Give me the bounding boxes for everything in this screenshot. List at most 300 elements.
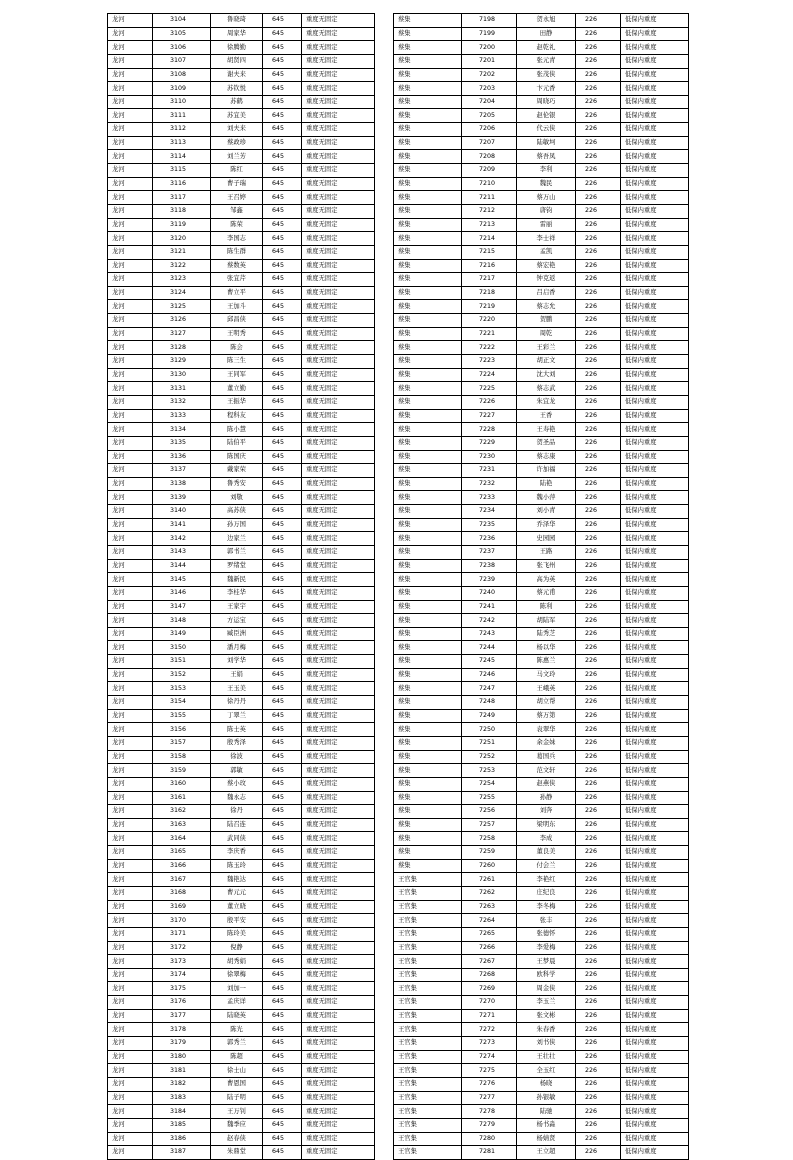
- id-cell: 7257: [462, 818, 517, 832]
- table-row: [394, 859, 689, 873]
- amount-cell: 645: [263, 395, 302, 409]
- name-cell: 李玉兰: [517, 996, 576, 1010]
- amount-cell: 226: [576, 259, 621, 273]
- name-cell: 唐钧: [517, 204, 576, 218]
- table-row: [394, 927, 689, 941]
- name-cell: 殷平安: [211, 914, 263, 928]
- amount-cell: 645: [263, 423, 302, 437]
- amount-cell: 226: [576, 586, 621, 600]
- table-row: [394, 764, 689, 778]
- amount-cell: 645: [263, 955, 302, 969]
- type-cell: 重度无固定: [302, 177, 375, 191]
- id-cell: 7228: [462, 423, 517, 437]
- name-cell: 陆敏坷: [517, 136, 576, 150]
- amount-cell: 645: [263, 1118, 302, 1132]
- amount-cell: 226: [576, 941, 621, 955]
- id-cell: 3159: [153, 764, 211, 778]
- type-cell: 重度无固定: [302, 682, 375, 696]
- town-cell: 龙河: [108, 259, 153, 273]
- type-cell: 重度无固定: [302, 600, 375, 614]
- type-cell: 低保内重度: [621, 900, 689, 914]
- id-cell: 3184: [153, 1105, 211, 1119]
- town-cell: 蔡集: [394, 164, 462, 178]
- id-cell: 7215: [462, 245, 517, 259]
- town-cell: 蔡集: [394, 27, 462, 41]
- amount-cell: 645: [263, 68, 302, 82]
- table-row: [108, 600, 375, 614]
- type-cell: 重度无固定: [302, 846, 375, 860]
- name-cell: 郭书兰: [211, 545, 263, 559]
- table-row: [394, 655, 689, 669]
- type-cell: 低保内重度: [621, 327, 689, 341]
- name-cell: 卞元香: [517, 82, 576, 96]
- id-cell: 3162: [153, 805, 211, 819]
- type-cell: 低保内重度: [621, 1037, 689, 1051]
- id-cell: 7216: [462, 259, 517, 273]
- town-cell: 王官集: [394, 1023, 462, 1037]
- amount-cell: 226: [576, 95, 621, 109]
- table-row: [394, 259, 689, 273]
- table-row: [108, 54, 375, 68]
- town-cell: 龙河: [108, 314, 153, 328]
- type-cell: 重度无固定: [302, 409, 375, 423]
- amount-cell: 226: [576, 477, 621, 491]
- id-cell: 3152: [153, 668, 211, 682]
- id-cell: 3180: [153, 1050, 211, 1064]
- type-cell: 重度无固定: [302, 68, 375, 82]
- name-cell: 马文玲: [517, 668, 576, 682]
- name-cell: 蔡志允: [517, 300, 576, 314]
- type-cell: 重度无固定: [302, 286, 375, 300]
- id-cell: 7252: [462, 750, 517, 764]
- table-row: [394, 518, 689, 532]
- name-cell: 周乾: [517, 327, 576, 341]
- amount-cell: 226: [576, 286, 621, 300]
- town-cell: 龙河: [108, 177, 153, 191]
- table-row: [394, 1037, 689, 1051]
- name-cell: 范文轩: [517, 764, 576, 778]
- table-row: [108, 614, 375, 628]
- type-cell: 重度无固定: [302, 668, 375, 682]
- amount-cell: 226: [576, 41, 621, 55]
- id-cell: 3179: [153, 1037, 211, 1051]
- amount-cell: 645: [263, 545, 302, 559]
- id-cell: 7279: [462, 1118, 517, 1132]
- town-cell: 龙河: [108, 941, 153, 955]
- table-row: [394, 545, 689, 559]
- amount-cell: 226: [576, 764, 621, 778]
- type-cell: 低保内重度: [621, 491, 689, 505]
- type-cell: 重度无固定: [302, 1118, 375, 1132]
- town-cell: 王官集: [394, 1091, 462, 1105]
- town-cell: 龙河: [108, 382, 153, 396]
- town-cell: 蔡集: [394, 300, 462, 314]
- id-cell: 3170: [153, 914, 211, 928]
- town-cell: 蔡集: [394, 545, 462, 559]
- type-cell: 重度无固定: [302, 218, 375, 232]
- amount-cell: 645: [263, 532, 302, 546]
- name-cell: 魏新民: [211, 573, 263, 587]
- name-cell: 邹鑫: [211, 204, 263, 218]
- type-cell: 低保内重度: [621, 177, 689, 191]
- table-row: [394, 955, 689, 969]
- name-cell: 陆伯平: [211, 436, 263, 450]
- table-row: [394, 368, 689, 382]
- table-row: [108, 327, 375, 341]
- name-cell: 贺圣品: [517, 436, 576, 450]
- id-cell: 3153: [153, 682, 211, 696]
- amount-cell: 645: [263, 887, 302, 901]
- name-cell: 王路: [517, 545, 576, 559]
- table-row: [108, 109, 375, 123]
- name-cell: 陈士英: [211, 723, 263, 737]
- amount-cell: 645: [263, 586, 302, 600]
- type-cell: 低保内重度: [621, 450, 689, 464]
- id-cell: 3145: [153, 573, 211, 587]
- id-cell: 3126: [153, 314, 211, 328]
- id-cell: 3160: [153, 777, 211, 791]
- town-cell: 龙河: [108, 655, 153, 669]
- name-cell: 邱昌侠: [211, 314, 263, 328]
- amount-cell: 226: [576, 164, 621, 178]
- table-row: [108, 164, 375, 178]
- amount-cell: 226: [576, 218, 621, 232]
- name-cell: 葛国兵: [517, 750, 576, 764]
- type-cell: 低保内重度: [621, 423, 689, 437]
- table-row: [108, 1077, 375, 1091]
- type-cell: 低保内重度: [621, 164, 689, 178]
- id-cell: 7200: [462, 41, 517, 55]
- amount-cell: 226: [576, 204, 621, 218]
- id-cell: 3118: [153, 204, 211, 218]
- name-cell: 武同侠: [211, 832, 263, 846]
- town-cell: 龙河: [108, 696, 153, 710]
- name-cell: 王同军: [211, 368, 263, 382]
- name-cell: 陈玉玲: [211, 859, 263, 873]
- type-cell: 低保内重度: [621, 955, 689, 969]
- table-row: [108, 955, 375, 969]
- amount-cell: 226: [576, 805, 621, 819]
- id-cell: 3104: [153, 14, 211, 28]
- table-row: [394, 191, 689, 205]
- type-cell: 重度无固定: [302, 423, 375, 437]
- town-cell: 龙河: [108, 450, 153, 464]
- amount-cell: 226: [576, 1023, 621, 1037]
- amount-cell: 645: [263, 791, 302, 805]
- type-cell: 低保内重度: [621, 545, 689, 559]
- table-row: [394, 1077, 689, 1091]
- town-cell: 蔡集: [394, 41, 462, 55]
- type-cell: 重度无固定: [302, 750, 375, 764]
- town-cell: 蔡集: [394, 245, 462, 259]
- id-cell: 3146: [153, 586, 211, 600]
- id-cell: 7271: [462, 1009, 517, 1023]
- table-row: [108, 436, 375, 450]
- town-cell: 蔡集: [394, 95, 462, 109]
- name-cell: 刘夫来: [211, 123, 263, 137]
- id-cell: 7280: [462, 1132, 517, 1146]
- type-cell: 低保内重度: [621, 1009, 689, 1023]
- town-cell: 龙河: [108, 95, 153, 109]
- table-row: [394, 832, 689, 846]
- name-cell: 孙银敏: [517, 1091, 576, 1105]
- name-cell: 陈小慧: [211, 423, 263, 437]
- name-cell: 全玉红: [517, 1064, 576, 1078]
- amount-cell: 645: [263, 1050, 302, 1064]
- id-cell: 3111: [153, 109, 211, 123]
- name-cell: 高苏侠: [211, 505, 263, 519]
- name-cell: 张茂侠: [517, 68, 576, 82]
- name-cell: 蔡万第: [517, 709, 576, 723]
- table-row: [394, 436, 689, 450]
- name-cell: 钟克返: [517, 273, 576, 287]
- type-cell: 低保内重度: [621, 696, 689, 710]
- table-row: [394, 668, 689, 682]
- type-cell: 重度无固定: [302, 655, 375, 669]
- id-cell: 3131: [153, 382, 211, 396]
- town-cell: 龙河: [108, 1132, 153, 1146]
- amount-cell: 226: [576, 1118, 621, 1132]
- id-cell: 3135: [153, 436, 211, 450]
- table-row: [394, 355, 689, 369]
- id-cell: 3164: [153, 832, 211, 846]
- name-cell: 刘兰芳: [211, 150, 263, 164]
- id-cell: 7259: [462, 846, 517, 860]
- amount-cell: 226: [576, 1146, 621, 1160]
- name-cell: 李利: [517, 164, 576, 178]
- amount-cell: 226: [576, 996, 621, 1010]
- id-cell: 7281: [462, 1146, 517, 1160]
- town-cell: 龙河: [108, 832, 153, 846]
- id-cell: 7243: [462, 627, 517, 641]
- town-cell: 龙河: [108, 641, 153, 655]
- table-row: [108, 395, 375, 409]
- town-cell: 王官集: [394, 1050, 462, 1064]
- amount-cell: 645: [263, 409, 302, 423]
- name-cell: 赵春侠: [211, 1132, 263, 1146]
- type-cell: 低保内重度: [621, 982, 689, 996]
- amount-cell: 645: [263, 218, 302, 232]
- type-cell: 重度无固定: [302, 464, 375, 478]
- town-cell: 龙河: [108, 559, 153, 573]
- table-row: [108, 1091, 375, 1105]
- id-cell: 3173: [153, 955, 211, 969]
- town-cell: 蔡集: [394, 14, 462, 28]
- amount-cell: 226: [576, 873, 621, 887]
- name-cell: 曹立平: [211, 286, 263, 300]
- town-cell: 龙河: [108, 1037, 153, 1051]
- town-cell: 龙河: [108, 600, 153, 614]
- amount-cell: 645: [263, 286, 302, 300]
- type-cell: 重度无固定: [302, 314, 375, 328]
- id-cell: 7213: [462, 218, 517, 232]
- id-cell: 7212: [462, 204, 517, 218]
- table-row: [394, 1009, 689, 1023]
- id-cell: 3185: [153, 1118, 211, 1132]
- amount-cell: 226: [576, 327, 621, 341]
- table-row: [108, 805, 375, 819]
- right-table: [393, 13, 689, 1160]
- type-cell: 低保内重度: [621, 436, 689, 450]
- type-cell: 低保内重度: [621, 14, 689, 28]
- town-cell: 龙河: [108, 150, 153, 164]
- table-row: [394, 109, 689, 123]
- town-cell: 蔡集: [394, 232, 462, 246]
- name-cell: 王香: [517, 409, 576, 423]
- id-cell: 7208: [462, 150, 517, 164]
- amount-cell: 226: [576, 1009, 621, 1023]
- town-cell: 王官集: [394, 968, 462, 982]
- table-row: [108, 668, 375, 682]
- name-cell: 魏季应: [211, 1118, 263, 1132]
- table-row: [394, 41, 689, 55]
- table-row: [108, 95, 375, 109]
- amount-cell: 645: [263, 627, 302, 641]
- amount-cell: 226: [576, 982, 621, 996]
- table-row: [394, 314, 689, 328]
- name-cell: 李庆香: [211, 846, 263, 860]
- table-row: [108, 559, 375, 573]
- name-cell: 谢夫来: [211, 68, 263, 82]
- table-row: [394, 559, 689, 573]
- type-cell: 低保内重度: [621, 245, 689, 259]
- amount-cell: 645: [263, 668, 302, 682]
- town-cell: 龙河: [108, 791, 153, 805]
- type-cell: 低保内重度: [621, 736, 689, 750]
- table-row: [394, 300, 689, 314]
- amount-cell: 226: [576, 300, 621, 314]
- name-cell: 袁翠华: [517, 723, 576, 737]
- name-cell: 戴家荣: [211, 464, 263, 478]
- type-cell: 低保内重度: [621, 232, 689, 246]
- name-cell: 王加斗: [211, 300, 263, 314]
- table-row: [394, 491, 689, 505]
- type-cell: 低保内重度: [621, 627, 689, 641]
- amount-cell: 226: [576, 14, 621, 28]
- id-cell: 7241: [462, 600, 517, 614]
- name-cell: 王彩兰: [517, 341, 576, 355]
- table-row: [108, 791, 375, 805]
- amount-cell: 645: [263, 832, 302, 846]
- id-cell: 3175: [153, 982, 211, 996]
- type-cell: 低保内重度: [621, 150, 689, 164]
- id-cell: 7244: [462, 641, 517, 655]
- table-row: [108, 505, 375, 519]
- town-cell: 王官集: [394, 887, 462, 901]
- name-cell: 李艳红: [517, 873, 576, 887]
- id-cell: 3148: [153, 614, 211, 628]
- amount-cell: 226: [576, 505, 621, 519]
- town-cell: 王官集: [394, 1064, 462, 1078]
- id-cell: 3113: [153, 136, 211, 150]
- amount-cell: 645: [263, 341, 302, 355]
- name-cell: 陆艳: [517, 477, 576, 491]
- type-cell: 重度无固定: [302, 709, 375, 723]
- table-row: [394, 600, 689, 614]
- town-cell: 龙河: [108, 996, 153, 1010]
- id-cell: 3163: [153, 818, 211, 832]
- name-cell: 苏鹤: [211, 95, 263, 109]
- id-cell: 3178: [153, 1023, 211, 1037]
- id-cell: 7230: [462, 450, 517, 464]
- name-cell: 张德怀: [517, 927, 576, 941]
- amount-cell: 645: [263, 559, 302, 573]
- type-cell: 重度无固定: [302, 573, 375, 587]
- town-cell: 王官集: [394, 914, 462, 928]
- amount-cell: 226: [576, 68, 621, 82]
- id-cell: 3108: [153, 68, 211, 82]
- table-row: [394, 900, 689, 914]
- type-cell: 重度无固定: [302, 545, 375, 559]
- amount-cell: 226: [576, 791, 621, 805]
- table-row: [108, 409, 375, 423]
- id-cell: 3182: [153, 1077, 211, 1091]
- id-cell: 7226: [462, 395, 517, 409]
- id-cell: 7234: [462, 505, 517, 519]
- table-row: [394, 736, 689, 750]
- amount-cell: 645: [263, 968, 302, 982]
- table-row: [394, 1064, 689, 1078]
- id-cell: 7231: [462, 464, 517, 478]
- table-row: [108, 423, 375, 437]
- amount-cell: 645: [263, 873, 302, 887]
- name-cell: 陈生群: [211, 245, 263, 259]
- town-cell: 蔡集: [394, 382, 462, 396]
- table-row: [108, 859, 375, 873]
- amount-cell: 226: [576, 436, 621, 450]
- town-cell: 龙河: [108, 232, 153, 246]
- town-cell: 蔡集: [394, 491, 462, 505]
- town-cell: 龙河: [108, 545, 153, 559]
- type-cell: 低保内重度: [621, 286, 689, 300]
- town-cell: 龙河: [108, 27, 153, 41]
- amount-cell: 226: [576, 395, 621, 409]
- town-cell: 龙河: [108, 968, 153, 982]
- id-cell: 7232: [462, 477, 517, 491]
- amount-cell: 645: [263, 846, 302, 860]
- town-cell: 蔡集: [394, 600, 462, 614]
- type-cell: 重度无固定: [302, 1105, 375, 1119]
- name-cell: 刘敬: [211, 491, 263, 505]
- name-cell: 王壮壮: [517, 1050, 576, 1064]
- name-cell: 高为英: [517, 573, 576, 587]
- amount-cell: 645: [263, 464, 302, 478]
- table-row: [394, 887, 689, 901]
- name-cell: 徐丹丹: [211, 696, 263, 710]
- table-row: [394, 723, 689, 737]
- amount-cell: 645: [263, 355, 302, 369]
- town-cell: 龙河: [108, 464, 153, 478]
- amount-cell: 645: [263, 54, 302, 68]
- id-cell: 7217: [462, 273, 517, 287]
- town-cell: 龙河: [108, 805, 153, 819]
- id-cell: 7224: [462, 368, 517, 382]
- amount-cell: 226: [576, 600, 621, 614]
- type-cell: 低保内重度: [621, 204, 689, 218]
- amount-cell: 645: [263, 436, 302, 450]
- name-cell: 陈三生: [211, 355, 263, 369]
- amount-cell: 645: [263, 123, 302, 137]
- type-cell: 重度无固定: [302, 941, 375, 955]
- id-cell: 7263: [462, 900, 517, 914]
- amount-cell: 645: [263, 450, 302, 464]
- type-cell: 重度无固定: [302, 832, 375, 846]
- table-row: [108, 123, 375, 137]
- town-cell: 王官集: [394, 1118, 462, 1132]
- table-row: [108, 573, 375, 587]
- town-cell: 龙河: [108, 164, 153, 178]
- id-cell: 3141: [153, 518, 211, 532]
